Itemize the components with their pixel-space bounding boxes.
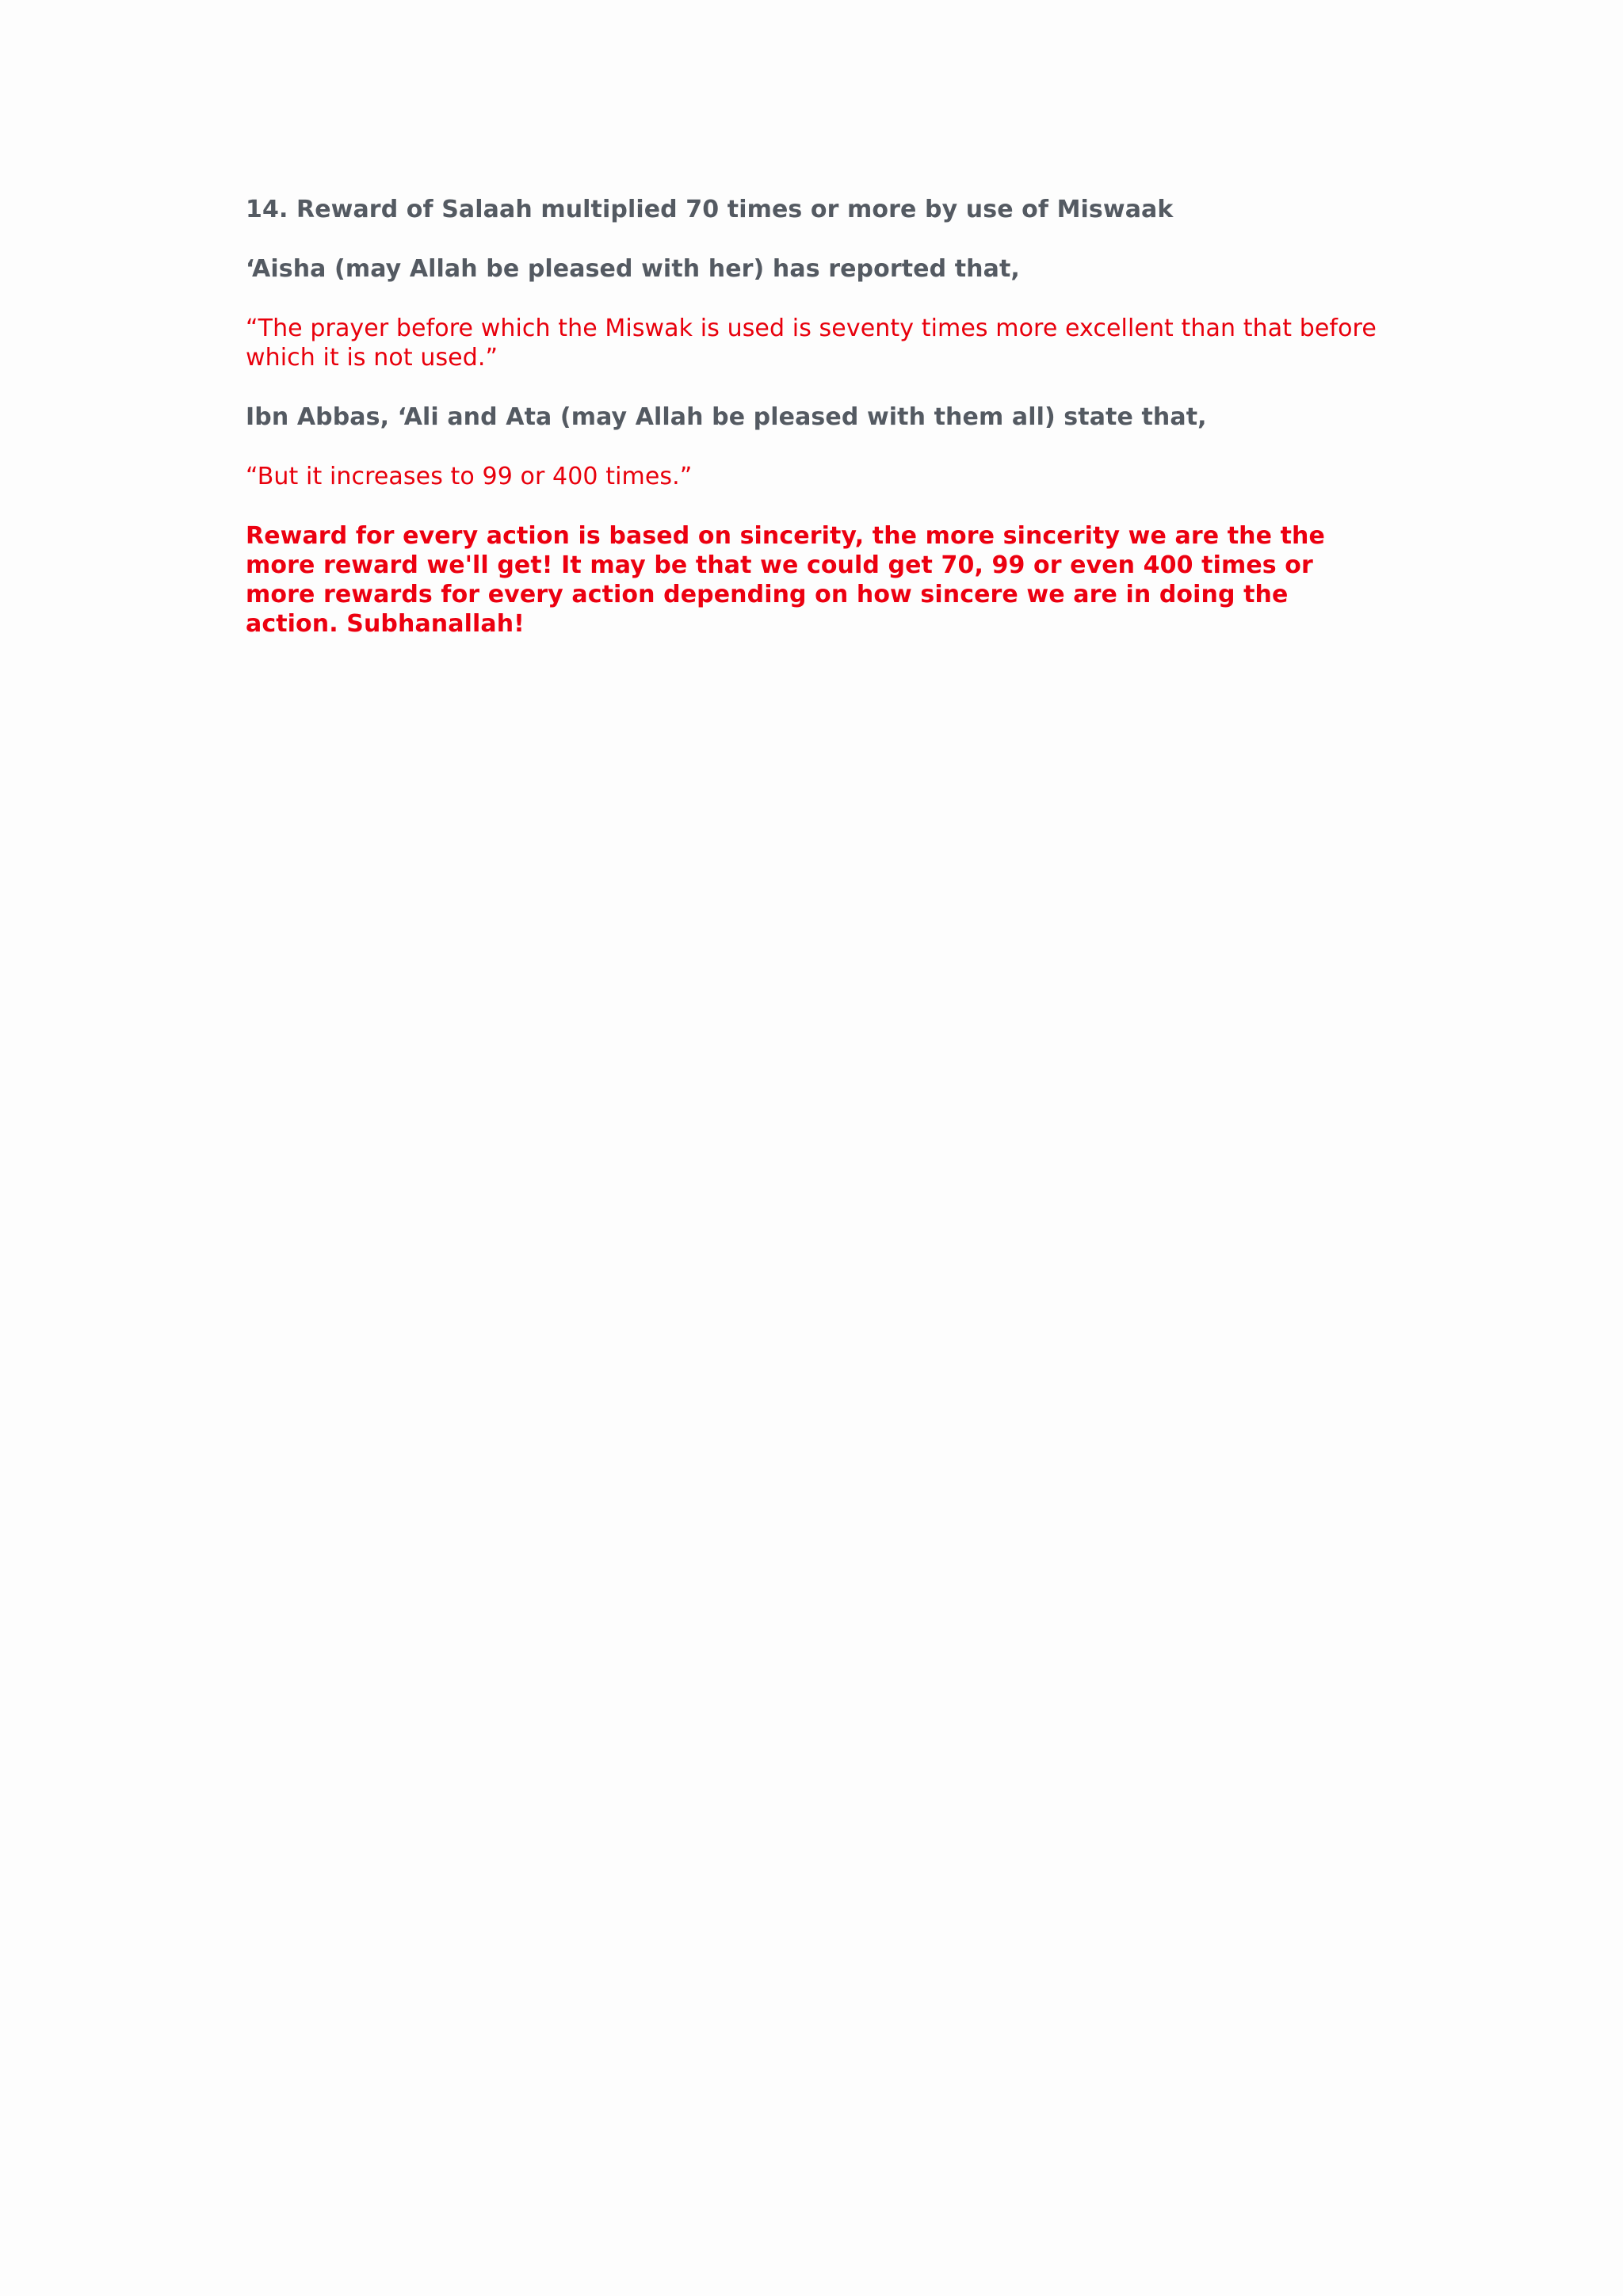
conclusion-paragraph: Reward for every action is based on sincerity, the more sincerity we are the the more reward we'll get! It may be that we could get 70, 99 or even 400 times or more rewards for every action depending on how sincere we are in doing the action. Subhanallah! xyxy=(246,522,1325,638)
companions-intro: Ibn Abbas, ‘Ali and Ata (may Allah be pleased with them all) state that, xyxy=(246,403,1207,431)
hadith-quote: “The prayer before which the Miswak is used is seventy times more excellent than that before which it is not used.” xyxy=(246,315,1377,372)
narrator-intro: ‘Aisha (may Allah be pleased with her) has reported that, xyxy=(246,255,1020,283)
section-title: 14. Reward of Salaah multiplied 70 times or more by use of Miswaak xyxy=(246,196,1174,223)
companions-quote: “But it increases to 99 or 400 times.” xyxy=(246,463,693,490)
document-body xyxy=(246,195,1387,639)
